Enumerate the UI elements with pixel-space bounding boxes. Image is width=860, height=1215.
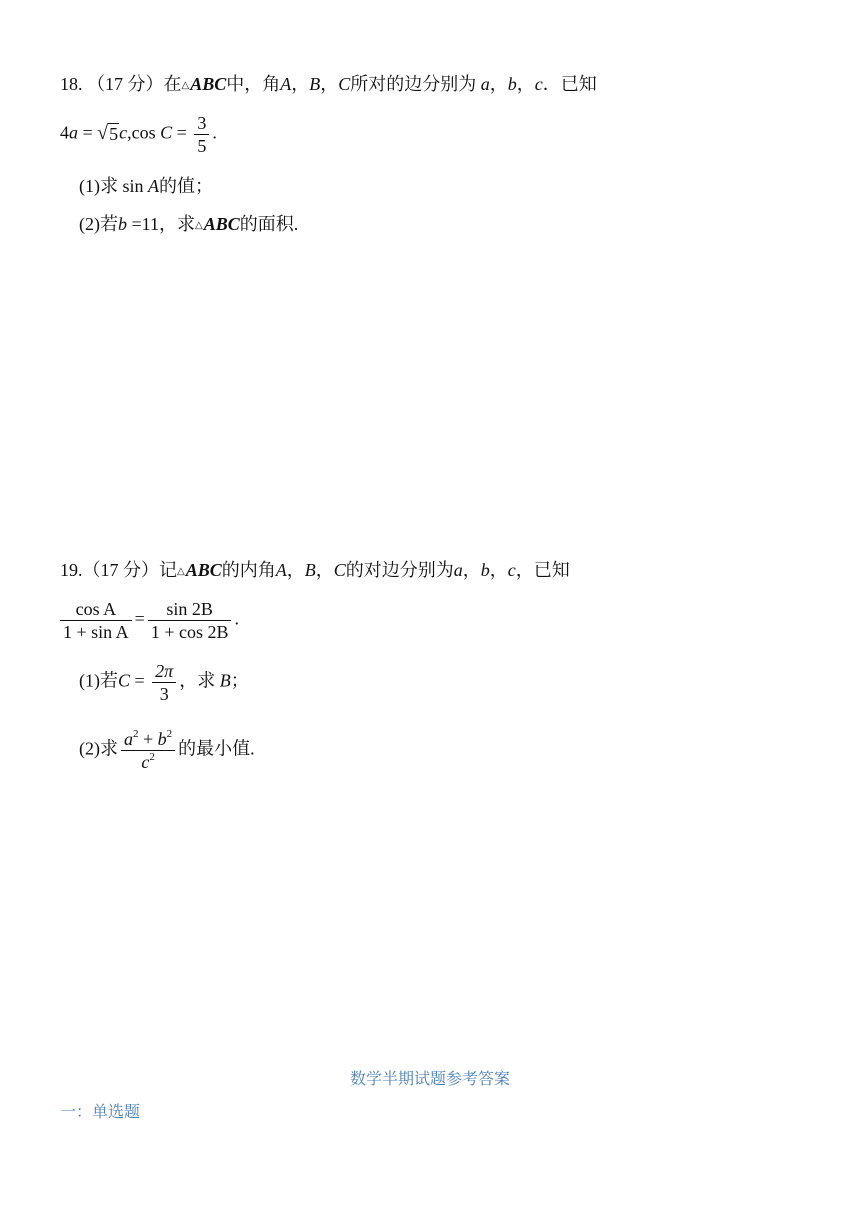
fraction-2pi-3: $\frac{2\pi}{3}$ <box>152 660 176 705</box>
q18-stem: 18. （17 分）在△ABC中，角A，B，C所对的边分别为 a，b，c．已知 <box>60 74 597 94</box>
q19-given-equation: $\frac{\text{cos A}}{\text{1 + sin A}}$ = $\frac{\sin 2B}{1 + \cos 2B}$ . <box>60 598 239 643</box>
section-single-choice: 一：单选题 <box>60 1102 141 1121</box>
q18-part2: (2)若b =11，求△ABC的面积. <box>79 214 299 234</box>
q18-part1: (1)求 sin A的值； <box>79 176 213 196</box>
fraction-3-5: $\frac{3}{5}$ <box>194 112 209 157</box>
q19-stem: 19.（17 分）记△ABC的内角A，B，C的对边分别为a，b，c，已知 <box>60 560 570 580</box>
q19-part1: (1)若C = $\frac{2\pi}{3}$ ，求 B； <box>79 661 249 704</box>
answer-key-title: 数学半期试题参考答案 <box>349 1069 510 1088</box>
fraction-ab-over-c2: $\frac{a^2 + b^2}{c^2}$ <box>121 728 175 773</box>
sqrt-symbol: √ 5 <box>97 121 119 144</box>
fraction-cosA: $\frac{\text{cos A}}{\text{1 + sin A}}$ <box>60 598 132 643</box>
q19-part2: (2)求 $\frac{a^2 + b^2}{c^2}$ 的最小值. <box>79 728 255 772</box>
q18-given: 4a = √ 5 c,cos C = $\frac{3}{5}$ . <box>60 113 217 156</box>
fraction-sin2B: $\frac{\sin 2B}{1 + \cos 2B}$ <box>148 598 232 643</box>
